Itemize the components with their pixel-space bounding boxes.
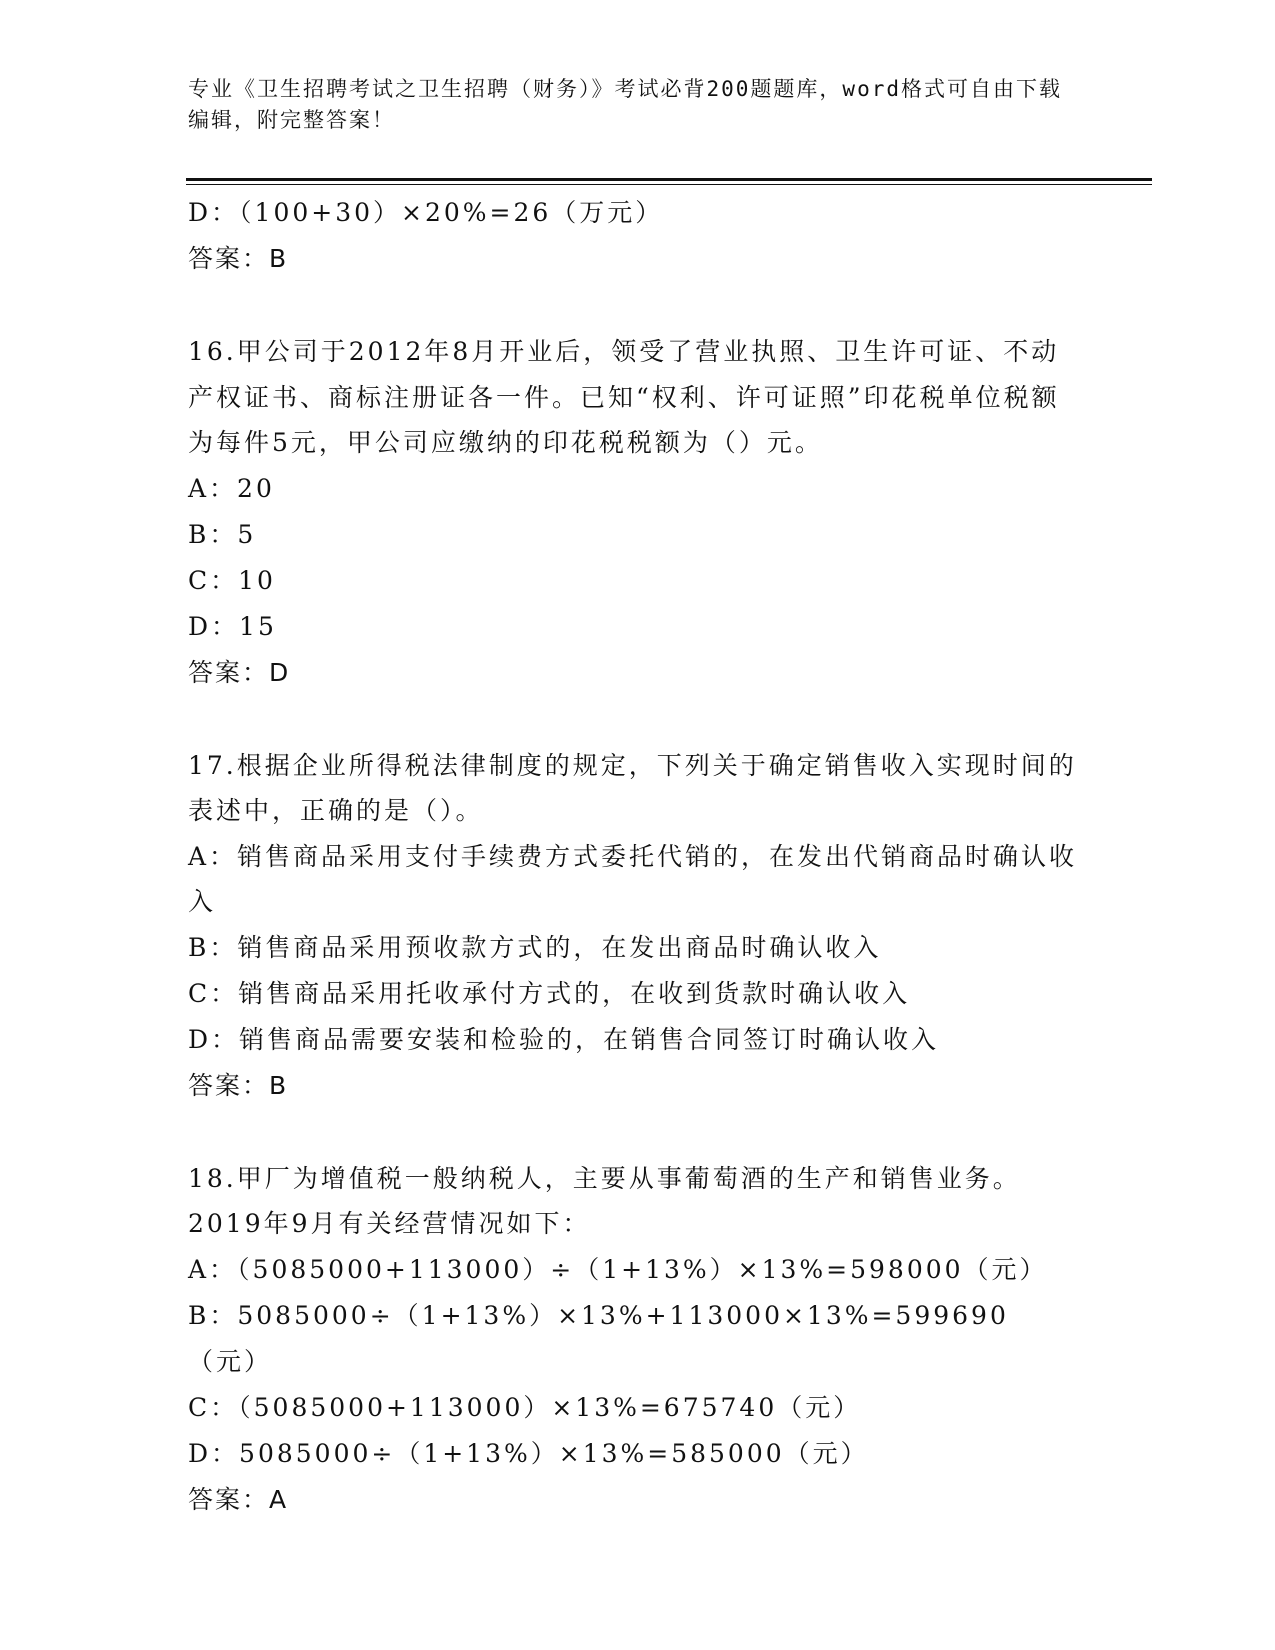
question-18	[188, 1156, 1078, 1523]
question-text: 16.甲公司于2012年8月开业后，领受了营业执照、卫生许可证、不动产权证书、商标注册证各一件。已知“权利、许可证照”印花税单位税额为每件5元，甲公司应缴纳的印花税税额为（）元。	[188, 337, 1060, 457]
option-d: D：15	[188, 611, 277, 641]
option-d: D：销售商品需要安装和检验的，在销售合同签订时确认收入	[188, 1024, 940, 1054]
question-17	[188, 743, 1078, 1109]
question-16	[188, 329, 1078, 696]
option-c: C：10	[188, 565, 276, 595]
option-b: B：5085000÷（1+13%）×13%+113000×13%=599690（元）	[188, 1300, 1009, 1376]
option-d: D：5085000÷（1+13%）×13%=585000（元）	[188, 1438, 869, 1468]
previous-question-tail	[188, 190, 1078, 282]
spacer	[188, 696, 1078, 743]
answer-line: 答案：D	[188, 657, 291, 687]
spacer	[188, 282, 1078, 329]
answer-line: 答案：B	[188, 1070, 289, 1100]
answer-line: 答案：B	[188, 244, 289, 273]
question-list	[188, 190, 1078, 1523]
option-c: C：（5085000+113000）×13%=675740（元）	[188, 1392, 862, 1422]
option-a: A：销售商品采用支付手续费方式委托代销的，在发出代销商品时确认收入	[188, 841, 1078, 916]
answer-line: 答案：A	[188, 1484, 289, 1514]
option-b: B：5	[188, 519, 257, 549]
spacer	[188, 1109, 1078, 1156]
header-divider-thin	[186, 184, 1152, 185]
option-a: A：（5085000+113000）÷（1+13%）×13%=598000（元）	[188, 1254, 1048, 1284]
header-divider-thick	[186, 178, 1152, 181]
option-b: B：销售商品采用预收款方式的，在发出商品时确认收入	[188, 932, 882, 962]
document-header: 专业《卫生招聘考试之卫生招聘（财务）》考试必背200题题库，word格式可自由下载编辑，附完整答案！	[188, 77, 1062, 132]
option-c: C：销售商品采用托收承付方式的，在收到货款时确认收入	[188, 978, 911, 1008]
option-a: A：20	[188, 473, 275, 503]
option-d: D：（100+30）×20%=26（万元）	[188, 198, 664, 227]
question-text: 17.根据企业所得税法律制度的规定，下列关于确定销售收入实现时间的表述中，正确的是（）。	[188, 750, 1077, 825]
question-text: 18.甲厂为增值税一般纳税人，主要从事葡萄酒的生产和销售业务。2019年9月有关经营情况如下：	[188, 1163, 1021, 1238]
